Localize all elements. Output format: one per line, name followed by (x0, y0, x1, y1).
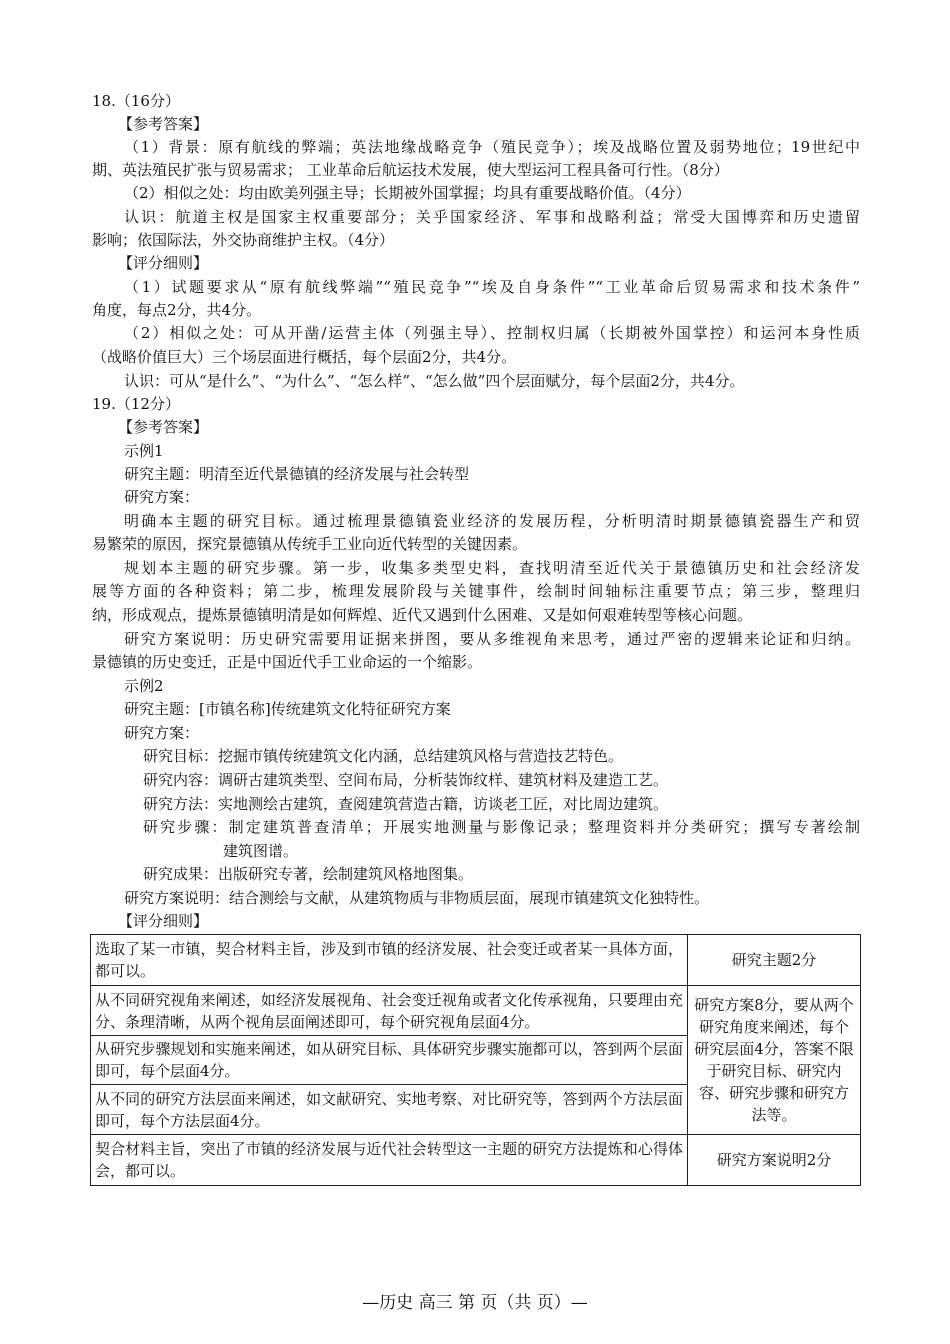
q19-example-1-steps-line2: 展等方面的各种资料；第二步，梳理发展阶段与关键事件，绘制时间轴标注重要节点；第三步，整理归 (92, 582, 860, 600)
q19-example-2-topic: 研究主题：[市镇名称]传统建筑文化特征研究方案 (124, 700, 451, 718)
q18-rubric-3: 认识：可从“是什么”、“为什么”、“怎么样”、“怎么做”四个层面赋分，每个层面2分，共4分。 (124, 372, 745, 390)
table-cell-score: 研究主题2分 (688, 935, 861, 986)
q19-example-1-label: 示例1 (124, 442, 164, 460)
q19-example-1-steps-line1: 规划本主题的研究步骤。第一步，收集多类型史料，查找明清至近代关于景德镇历史和社会经济发 (124, 559, 860, 577)
table-cell-score: 研究方案8分，要从两个研究角度来阐述，每个研究层面4分，答案不限于研究目标、研究内容、研究步骤和研究方法等。 (688, 986, 861, 1135)
q19-example-1-goal-line2: 易繁荣的原因，探究景德镇从传统手工业向近代转型的关键因素。 (92, 535, 528, 553)
q19-example-1-note-line2: 景德镇的历史变迁，正是中国近代手工业命运的一个缩影。 (92, 653, 483, 671)
q18-answer-label: 【参考答案】 (118, 115, 209, 133)
q18-answer-1-line1: （1）背景：原有航线的弊端；英法地缘战略竞争（殖民竞争）；埃及战略位置及弱势地位；19世纪中 (124, 138, 860, 156)
q19-example-1-steps-line3: 纳，形成观点，提炼景德镇明清是如何辉煌、近代又遇到什么困难、又是如何艰难转型等核心问题。 (92, 606, 753, 624)
table-cell-score: 研究方案说明2分 (688, 1135, 861, 1186)
q19-example-2-method: 研究方法：实地测绘古建筑，查阅建筑营造古籍，访谈老工匠，对比周边建筑。 (143, 795, 669, 813)
table-cell-criteria: 从不同研究视角来阐述，如经济发展视角、社会变迁视角或者文化传承视角，只要理由充分、条理清晰，从两个视角层面阐述即可，每个研究视角层面4分。 (91, 986, 688, 1036)
q18-rubric-2-line1: （2）相似之处：可从开凿/运营主体（列强主导）、控制权归属（长期被外国掌控）和运河本身性质 (124, 324, 860, 342)
q18-rubric-1-line2: 角度，每点2分，共4分。 (92, 301, 262, 319)
q19-example-2-content: 研究内容：调研古建筑类型、空间布局，分析装饰纹样、建筑材料及建造工艺。 (143, 771, 669, 789)
table-cell-criteria: 选取了某一市镇，契合材料主旨，涉及到市镇的经济发展、社会变迁或者某一具体方面，都可以。 (91, 935, 688, 986)
q19-example-2-goal: 研究目标：挖掘市镇传统建筑文化内涵，总结建筑风格与营造技艺特色。 (143, 747, 624, 765)
table-cell-criteria: 从研究步骤规划和实施来阐述，如从研究目标、具体研究步骤实施都可以，答到两个层面即可，每个层面4分。 (91, 1036, 688, 1085)
q19-example-2-plan-label: 研究方案： (124, 724, 200, 742)
q19-answer-label: 【参考答案】 (118, 418, 209, 436)
q19-example-2-result: 研究成果：出版研究专著，绘制建筑风格地图集。 (143, 865, 474, 883)
q19-example-2-steps-line1: 研究步骤：制定建筑普查清单；开展实地测量与影像记录；整理资料并分类研究；撰写专著绘制 (143, 818, 860, 836)
table-cell-criteria: 契合材料主旨，突出了市镇的经济发展与近代社会转型这一主题的研究方法提炼和心得体会，都可以。 (91, 1135, 688, 1186)
table-row (91, 935, 861, 986)
q19-example-1-goal-line1: 明确本主题的研究目标。通过梳理景德镇瓷业经济的发展历程，分析明清时期景德镇瓷器生产和贸 (124, 512, 860, 530)
q18-rubric-2-line2: （战略价值巨大）三个场层面进行概括，每个层面2分，共4分。 (92, 348, 517, 366)
q19-example-1-plan-label: 研究方案： (124, 488, 200, 506)
q18-rubric-label: 【评分细则】 (118, 254, 209, 272)
page-footer: —历史 高三 第 页（共 页）— (362, 1293, 588, 1313)
table-cell-criteria: 从不同的研究方法层面来阐述，如文献研究、实地考察、对比研究等，答到两个方法层面即可，每个方法层面4分。 (91, 1085, 688, 1135)
table-row (91, 1135, 861, 1186)
q19-example-1-note-line1: 研究方案说明：历史研究需要用证据来拼图，要从多维视角来思考，通过严密的逻辑来论证和归纳。 (124, 630, 860, 648)
q18-insight-line2: 影响；依国际法，外交协商维护主权。（4分） (92, 231, 395, 249)
q19-heading: 19.（12分） (92, 395, 180, 413)
q18-heading: 18.（16分） (92, 92, 180, 110)
q18-answer-1-line2: 期、英法殖民扩张与贸易需求； 工业革命后航运技术发展，使大型运河工程具备可行性。（8分） (92, 161, 729, 179)
q18-rubric-1-line1: （1）试题要求从“原有航线弊端”“殖民竞争”“埃及自身条件”“工业革命后贸易需求和技术条件” (124, 278, 860, 296)
q19-example-2-note: 研究方案说明：结合测绘与文献，从建筑物质与非物质层面，展现市镇建筑文化独特性。 (124, 889, 710, 907)
q19-example-2-steps-line2: 建筑图谱。 (223, 842, 299, 860)
scoring-table (90, 934, 861, 1186)
q18-answer-2: （2）相似之处：均由欧美列强主导；长期被外国掌握；均具有重要战略价值。（4分） (124, 184, 691, 202)
q19-example-2-label: 示例2 (124, 677, 164, 695)
q19-rubric-label: 【评分细则】 (118, 912, 209, 930)
table-row (91, 986, 861, 1036)
q19-example-1-topic: 研究主题：明清至近代景德镇的经济发展与社会转型 (124, 465, 470, 483)
q18-insight-line1: 认识：航道主权是国家主权重要部分；关乎国家经济、军事和战略利益；常受大国博弈和历史遗留 (124, 208, 860, 226)
